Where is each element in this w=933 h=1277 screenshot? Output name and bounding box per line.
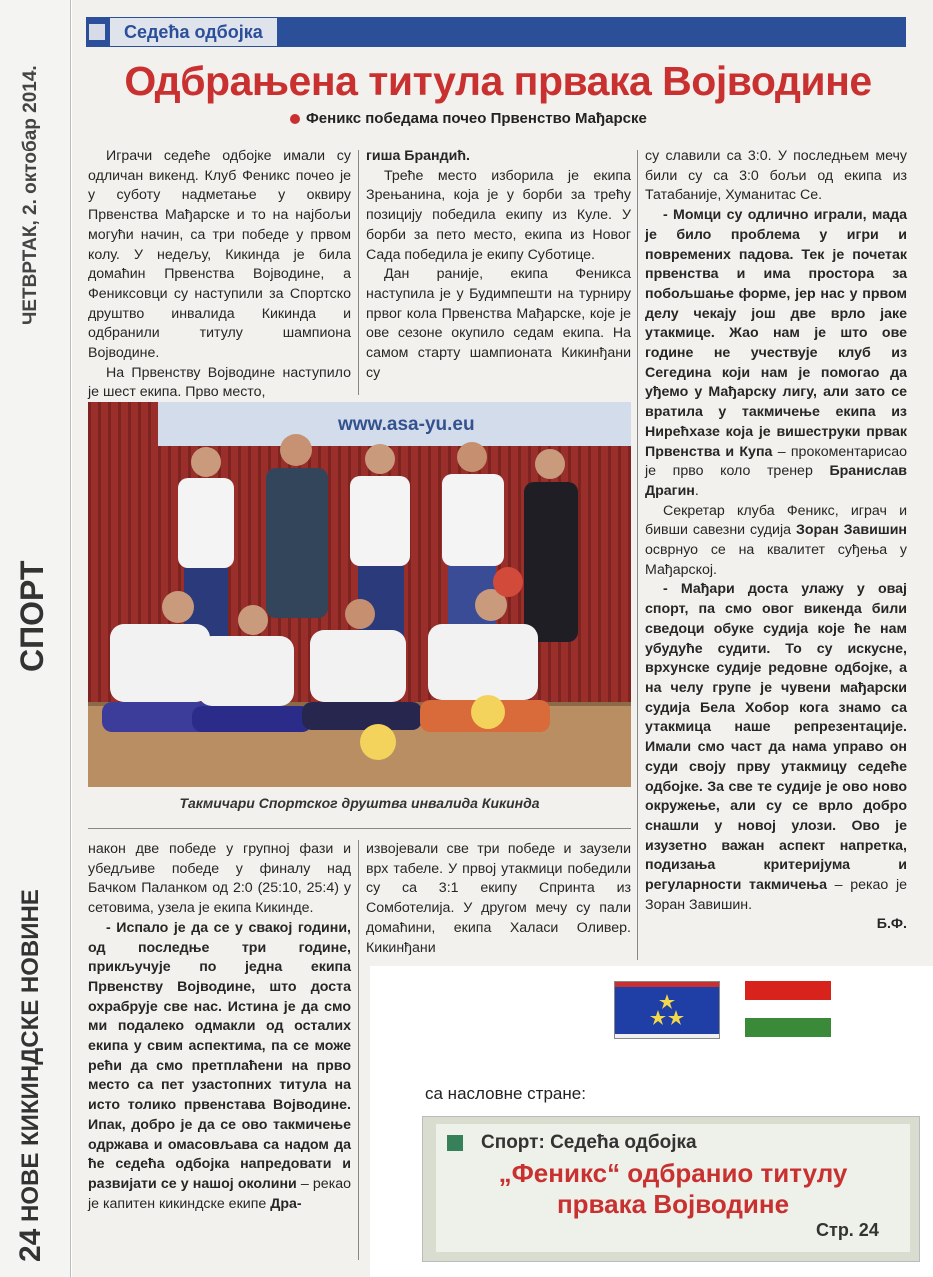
paragraph: извојевали све три победе и заузели врх табеле. У првој утакмици победили су са 3:1 екипу Спринта из Сомботелија. У другом мечу су пали домаћини, екипа Халаси Оливер. Кикинђани: [366, 841, 631, 956]
star-icon: [615, 982, 719, 1038]
column-1-bottom: [88, 840, 351, 1214]
paragraph: Треће место изборила је екипа Зрењанина, која је у борби за трећу позицију победила екипу из Куле. У борби за пето место, екипа из Новог Сада победила је екипу Суботице.: [366, 167, 631, 263]
sidebar-divider: [70, 0, 71, 1277]
photo-caption: Такмичари Спортског друштва инвалида Кикинда: [179, 795, 540, 811]
section-label: Седећа одбојка: [110, 18, 277, 46]
paragraph: На Првенству Војводине наступило је шест екипа. Прво место,: [88, 364, 351, 401]
paragraph: Секретар клуба Феникс, играч и бивши савезни судија Зоран Завишин осврнуо се на квалитет суђења у Мађарској.: [645, 502, 907, 578]
paragraph: су славили са 3:0. У последњем мечу били су са 3:0 бољи од екипа из Татабаније, Хуманитас Се.: [645, 148, 907, 204]
quote: - Испало је да се у свакој години, од последње три године, прикључује по једна екипа Првенству Војводине, што доста охрабрује све нас. Истина је да смо ми подалеко одмакли од осталих екипа у свим аспектима, па се може рећи да смо претплаћени на прво место са пет узастопних титула на исто толико првенстава Војводине. Ипак, добро је да се ово такмичење одржава и омасовљава са надом да ће седећа одбојка напредовати и развијати се у нашој околини – рекао је капитен кикиндске екипе Дра-: [88, 919, 351, 1212]
newspaper-name: НОВЕ КИКИНДСКЕ НОВИНЕ: [17, 889, 44, 1222]
front-page-ref: Стр. 24: [816, 1220, 879, 1240]
team-photo-illustration: [88, 402, 631, 787]
issue-date: ЧЕТВРТАК, 2. октобар 2014.: [20, 65, 41, 325]
team-photo: [88, 402, 631, 787]
article-headline: Одбрањена титула првака Војводине: [124, 58, 872, 104]
column-divider: [358, 840, 359, 1260]
quote: - Мађари доста улажу у овај спорт, па смо овог викенда били сведоци обуке судија које ће нам убудуће судити. То су искусне, врхунске судије редовне одбојке, а на челу групе је чувени мађарски судија Бела Хобор кога знамо са утакмица наше репрезентације. Имали смо част да нама управо он суди своју прву утакмицу седеће одбојке. За све те судије је ово ново окружење, али су се врло добро снашли у новој улози. Ово је изузетно важан аспект напретка, подизања критеријума и регуларности такмичења – рекао је Зоран Завишин.: [645, 581, 907, 913]
paragraph: Играчи седеће одбојке имали су одличан викенд. Клуб Феникс почео је у суботу надметање у оквиру Првенства Мађарске и то на најбољи могући начин, са три победе у првом колу. У недељу, Кикинда је била домаћин Првенства Војводине, а Фениксовци су наступили за Спортско друштво инвалида Кикинда и одбранили титулу шампиона Војводине.: [88, 148, 351, 362]
column-divider: [358, 150, 359, 395]
section-name: СПОРТ: [14, 560, 50, 672]
front-page-note: са насловне стране:: [425, 1084, 586, 1103]
paragraph: након две победе у групној фази и убедљиве победе у финалу над Бачком Паланком од 2:0 (25:10, 25:4) у сетовима, узела је екипа Кикинде.: [88, 841, 351, 917]
quote: - Момци су одлично играли, мада је било проблема у игри и повремених падова. Тек је почетак првенства и има простора за побољшање форме, јер нас у првом делу чекају још две врло јаке утакмице. Жао нам је што ове године не учествује клуб из Сегедина који нам је помогао да уђемо у Мађарску лигу, али зато се вратила у такмичење екипа из Нирећхазе која је вишеструки првак Првенства и Купа – прокоментарисао је прво коло тренер Бранислав Драгин.: [645, 207, 907, 499]
column-divider: [637, 150, 638, 960]
front-page-title: [436, 1158, 910, 1220]
green-square-icon: [447, 1135, 463, 1151]
section-divider: [88, 828, 631, 829]
photo-banner-text: www.asa-yu.eu: [338, 414, 475, 435]
vertical-masthead: [0, 0, 70, 1277]
column-2-top: [366, 147, 631, 383]
column-3: [645, 147, 907, 935]
article-subhead: Феникс победама почео Првенство Мађарске: [290, 110, 647, 127]
front-page-title-line: „Феникс“ одбранио титулу: [498, 1158, 848, 1188]
vojvodina-flag-icon: [614, 981, 720, 1039]
author-signature: Б.Ф.: [876, 916, 907, 933]
paragraph: Дан раније, екипа Феникса наступила је у Будимпешти на турниру првог кола Првенства Мађарске, које је ове сезоне окупило седам екипа. На самом старту шампионата Кикинђани су: [366, 266, 631, 381]
section-square-icon: [89, 24, 105, 40]
column-2-bottom: [366, 840, 631, 958]
paragraph: гиша Брандић.: [366, 148, 470, 164]
front-page-title-line: првака Војводине: [556, 1189, 790, 1219]
front-page-sport-line: Спорт: Седећа одбојка: [481, 1132, 697, 1153]
hungary-flag-icon: [745, 981, 831, 1037]
column-1-top: [88, 147, 351, 403]
page-number: 24: [14, 1228, 47, 1262]
bullet-icon: [290, 114, 300, 124]
